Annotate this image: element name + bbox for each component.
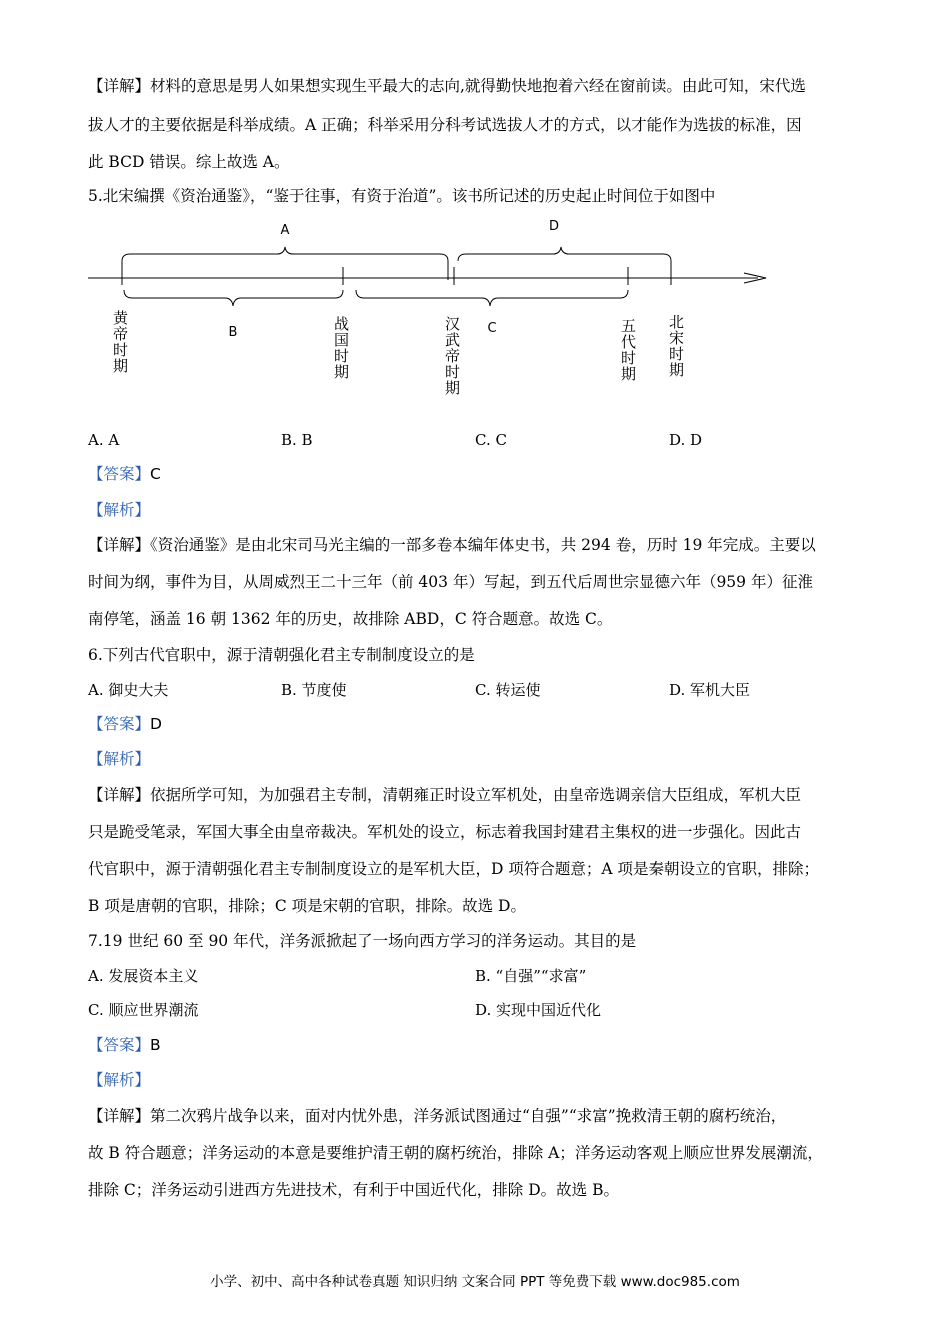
q7-option-c: C. 顺应世界潮流 <box>88 1001 199 1019</box>
q4-detail-line-1: 【详解】材料的意思是男人如果想实现生平最大的志向,就得勤快地抱着六经在窗前读。由此可知，宋代选 <box>88 77 806 95</box>
period-label-huangdi: 黄帝时期 <box>111 310 129 374</box>
q5-timeline-diagram <box>0 210 950 410</box>
q7-answer <box>88 1035 888 1055</box>
brace-label-d: D <box>548 219 560 234</box>
brace-label-c: C <box>487 321 497 336</box>
q6-analysis-label: 【解析】 <box>88 750 151 768</box>
period-label-wudai: 五代时期 <box>619 318 637 382</box>
q6-answer-value: D <box>150 715 162 733</box>
q6-question: 6.下列古代官职中，源于清朝强化君主专制制度设立的是 <box>88 646 475 664</box>
q6-option-b: B. 节度使 <box>281 681 347 699</box>
q5-detail-line-3: 南停笔，涵盖 16 朝 1362 年的历史，故排除 ABD，C 符合题意。故选 C。 <box>88 610 613 628</box>
period-label-zhanguo: 战国时期 <box>332 316 350 380</box>
q4-detail-line-3: 此 BCD 错误。综上故选 A。 <box>88 153 290 171</box>
q5-analysis-label: 【解析】 <box>88 501 151 519</box>
period-label-beisong: 北宋时期 <box>667 314 685 378</box>
q5-option-b: B. B <box>281 431 313 449</box>
q6-detail-line-2: 只是跪受笔录，军国大事全由皇帝裁决。军机处的设立，标志着我国封建君主集权的进一步强化。因此古 <box>88 823 802 841</box>
q6-detail-line-3: 代官职中，源于清朝强化君主专制制度设立的是军机大臣，D 项符合题意；A 项是秦朝设立的官职，排除； <box>88 860 819 878</box>
q6-detail-line-1: 【详解】依据所学可知，为加强君主专制，清朝雍正时设立军机处，由皇帝选调亲信大臣组成，军机大臣 <box>88 786 802 804</box>
q5-answer <box>88 464 888 484</box>
q4-detail-line-2: 拔人才的主要依据是科举成绩。A 正确；科举采用分科考试选拔人才的方式，以才能作为选拔的标准，因 <box>88 116 802 134</box>
q6-option-c: C. 转运使 <box>475 681 541 699</box>
q7-question: 7.19 世纪 60 至 90 年代，洋务派掀起了一场向西方学习的洋务运动。其目的是 <box>88 932 637 950</box>
q5-question: 5.北宋编撰《资治通鉴》，“鉴于往事，有资于治道”。该书所记述的历史起止时间位于如图中 <box>88 187 716 205</box>
q7-answer-label: 【答案】 <box>88 1036 151 1054</box>
brace-c <box>356 290 628 306</box>
q7-option-b: B. “自强”“求富” <box>475 967 587 985</box>
brace-label-b: B <box>228 325 238 340</box>
q6-detail-line-4: B 项是唐朝的官职，排除；C 项是宋朝的官职，排除。故选 D。 <box>88 897 526 915</box>
q7-detail-line-2: 故 B 符合题意；洋务运动的本意是要维护清王朝的腐朽统治，排除 A；洋务运动客观上顺应世界发展潮流， <box>88 1144 823 1162</box>
q6-option-a: A. 御史大夫 <box>88 681 169 699</box>
q7-answer-value: B <box>150 1036 161 1054</box>
page-footer: 小学、初中、高中各种试卷真题 知识归纳 文案合同 PPT 等免费下载 www.doc985.com <box>210 1274 740 1290</box>
q5-detail-line-1: 【详解】《资治通鉴》是由北宋司马光主编的一部多卷本编年体史书，共 294 卷，历时 19 年完成。主要以 <box>88 536 816 554</box>
q5-detail-line-2: 时间为纲，事件为目，从周威烈王二十三年（前 403 年）写起，到五代后周世宗显德六年（959 年）征淮 <box>88 573 813 591</box>
q6-answer <box>88 714 888 734</box>
q7-detail-line-1: 【详解】第二次鸦片战争以来，面对内忧外患，洋务派试图通过“自强”“求富”挽救清王朝的腐朽统治， <box>88 1107 787 1125</box>
q6-option-d: D. 军机大臣 <box>669 681 751 699</box>
q7-detail-line-3: 排除 C；洋务运动引进西方先进技术，有利于中国近代化，排除 D。故选 B。 <box>88 1181 619 1199</box>
q5-option-c: C. C <box>475 431 507 449</box>
brace-a <box>122 247 448 267</box>
brace-label-a: A <box>280 223 290 238</box>
q7-option-d: D. 实现中国近代化 <box>475 1001 602 1019</box>
q6-answer-label: 【答案】 <box>88 715 151 733</box>
q7-option-a: A. 发展资本主义 <box>88 967 199 985</box>
brace-d <box>458 247 671 267</box>
q7-analysis-label: 【解析】 <box>88 1071 151 1089</box>
q5-answer-label: 【答案】 <box>88 465 151 483</box>
q5-option-d: D. D <box>669 431 703 449</box>
q5-option-a: A. A <box>88 431 120 449</box>
period-label-hanwudi: 汉武帝时期 <box>443 316 461 396</box>
q5-answer-value: C <box>150 465 161 483</box>
brace-b <box>124 290 343 306</box>
